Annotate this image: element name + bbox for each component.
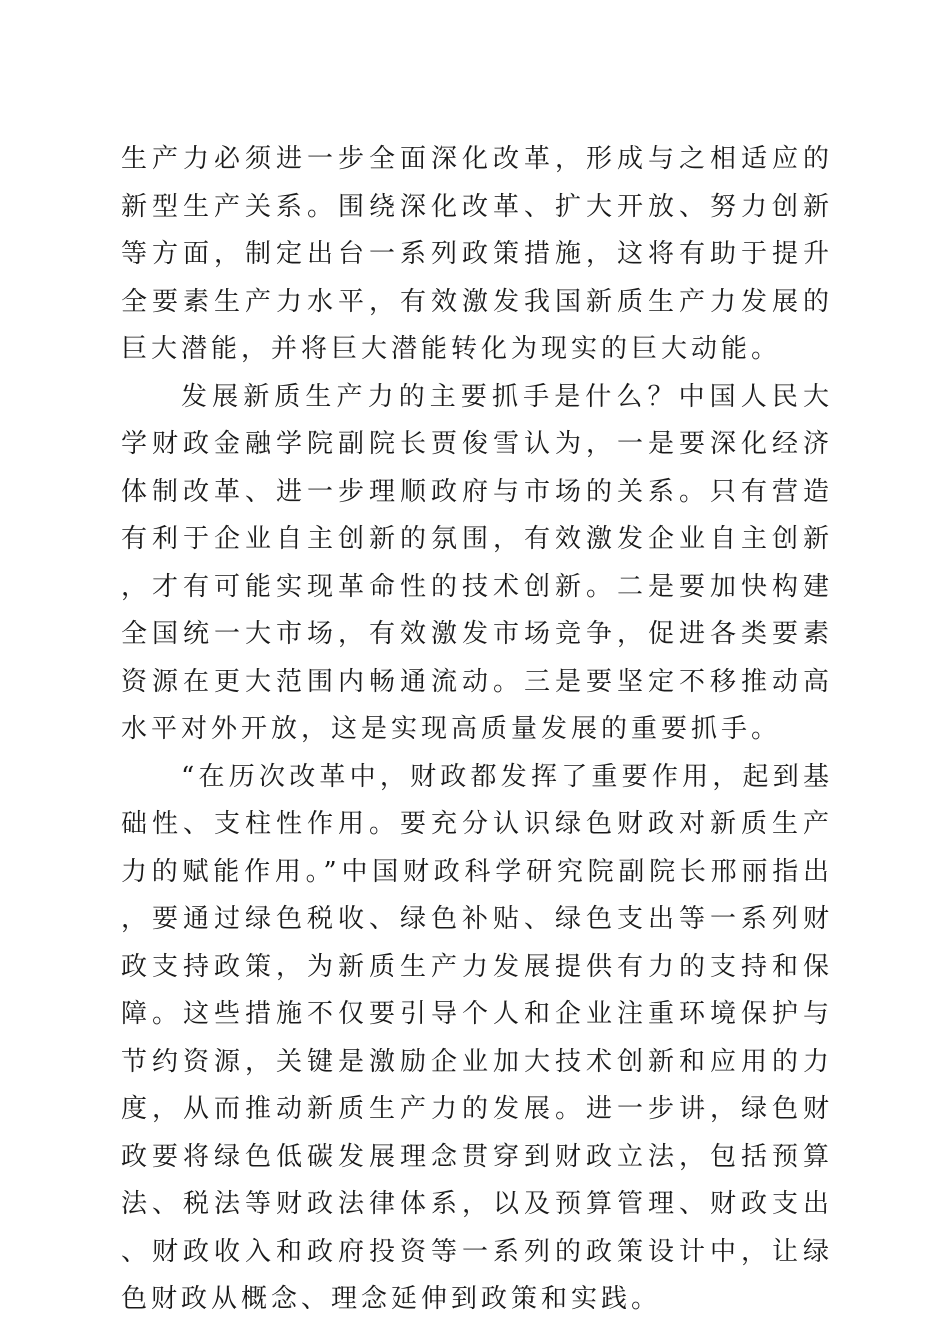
paragraph-continuation: 生产力必须进一步全面深化改革，形成与之相适应的新型生产关系。围绕深化改革、扩大开放、努力创新等方面，制定出台一系列政策措施，这将有助于提升全要素生产力水平，有效激发我国新质生产力发展的巨大潜能，并将巨大潜能转化为现实的巨大动能。 [121,144,833,364]
document-body [121,136,833,1324]
paragraph-main-levers: 发展新质生产力的主要抓手是什么？中国人民大学财政金融学院副院长贾俊雪认为，一是要深化经济体制改革、进一步理顺政府与市场的关系。只有营造有利于企业自主创新的氛围，有效激发企业自主创新，才有可能实现革命性的技术创新。二是要加快构建全国统一大市场，有效激发市场竞争，促进各类要素资源在更大范围内畅通流动。三是要坚定不移推动高水平对外开放，这是实现高质量发展的重要抓手。 [121,381,833,744]
paragraph-green-finance: “在历次改革中，财政都发挥了重要作用，起到基础性、支柱性作用。要充分认识绿色财政对新质生产力的赋能作用。”中国财政科学研究院副院长邢丽指出，要通过绿色税收、绿色补贴、绿色支出等一系列财政支持政策，为新质生产力发展提供有力的支持和保障。这些措施不仅要引导个人和企业注重环境保护与节约资源，关键是激励企业加大技术创新和应用的力度，从而推动新质生产力的发展。进一步讲，绿色财政要将绿色低碳发展理念贯穿到财政立法，包括预算法、税法等财政法律体系，以及预算管理、财政支出、财政收入和政府投资等一系列的政策设计中，让绿色财政从概念、理念延伸到政策和实践。 [121,761,833,1314]
